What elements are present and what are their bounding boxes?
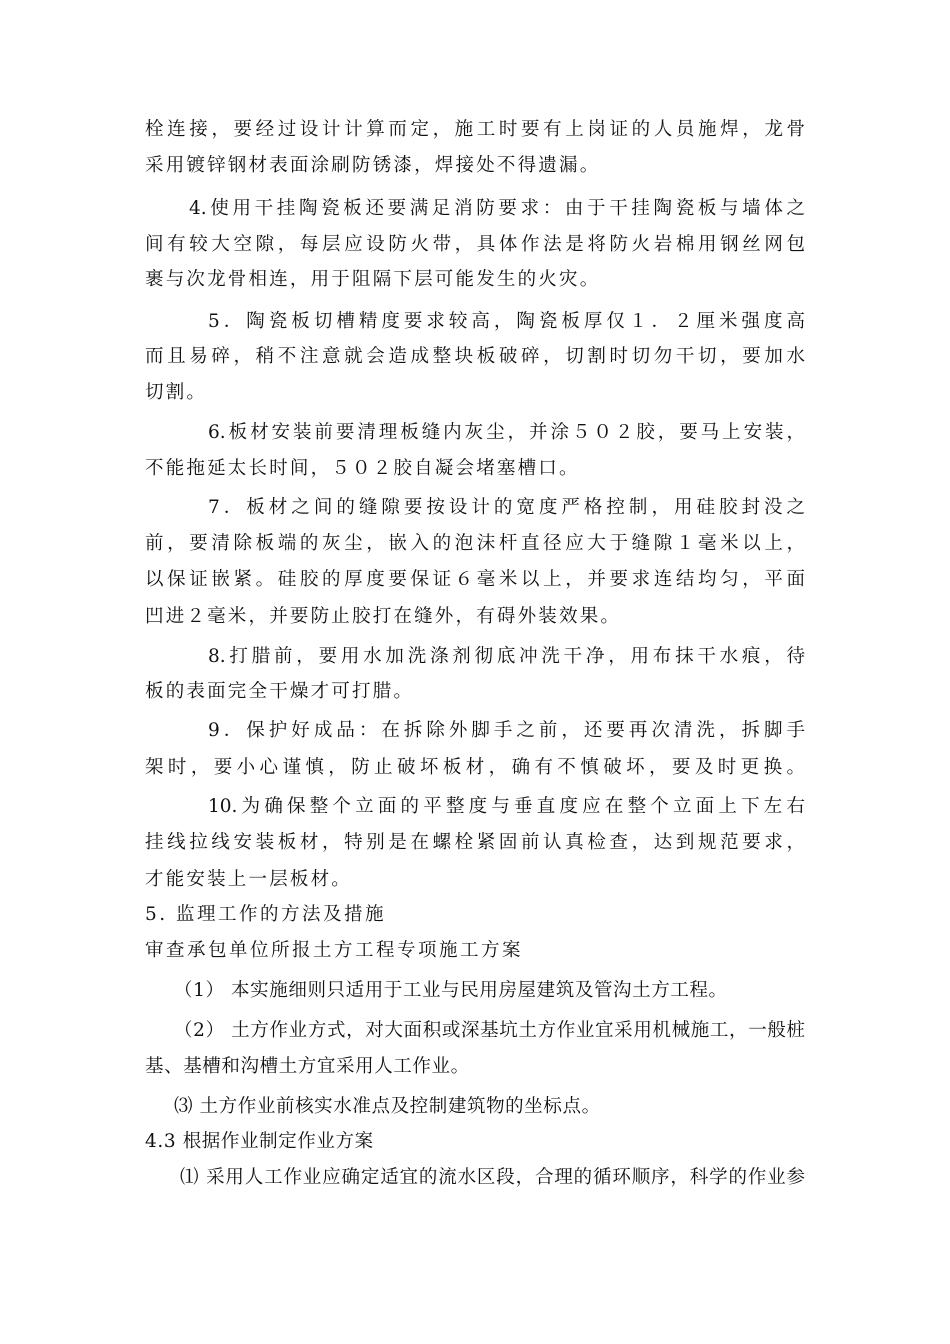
paragraph-line: 9．保护好成品：在拆除外脚手之前，还要再次清洗，拆脚手 — [208, 720, 805, 741]
paragraph-line: 栓连接，要经过设计计算而定，施工时要有上岗证的人员施焊，龙骨 — [145, 119, 805, 140]
paragraph-line: 前，要清除板端的灰尘，嵌入的泡沫杆直径应大于缝隙１毫米以上， — [145, 533, 805, 554]
paragraph-line: 不能拖延太长时间，５０２胶自凝会堵塞槽口。 — [145, 458, 580, 479]
section-heading: 审查承包单位所报土方工程专项施工方案 — [145, 940, 524, 961]
section-heading: 4.3 根据作业制定作业方案 — [145, 1131, 374, 1152]
list-item-continuation: 基、基槽和沟槽土方宜采用人工作业。 — [145, 1056, 470, 1077]
paragraph-line: 裹与次龙骨相连，用于阻隔下层可能发生的火灾。 — [145, 269, 601, 290]
list-item: ⑶ 土方作业前核实水准点及控制建筑物的坐标点。 — [174, 1096, 601, 1117]
paragraph-line: 采用镀锌钢材表面涂刷防锈漆，焊接处不得遗漏。 — [145, 155, 601, 176]
paragraph-line: 才能安装上一层板材。 — [145, 869, 353, 890]
paragraph-line: 4.使用干挂陶瓷板还要满足消防要求：由于干挂陶瓷板与墙体之 — [189, 198, 805, 219]
list-item: （1） 本实施细则只适用于工业与民用房屋建筑及管沟土方工程。 — [174, 980, 728, 1001]
paragraph-line: 板的表面完全干燥才可打腊。 — [145, 681, 415, 702]
paragraph-line: 以保证嵌紧。硅胶的厚度要保证６毫米以上，并要求连结均匀，平面 — [145, 569, 805, 590]
paragraph-line: 5．陶瓷板切槽精度要求较高，陶瓷板厚仅１．２厘米强度高 — [208, 311, 805, 332]
list-item: （2） 土方作业方式，对大面积或深基坑土方作业宜采用机械施工，一般桩 — [174, 1020, 805, 1041]
paragraph-line: 挂线拉线安装板材，特别是在螺栓紧固前认真检查，达到规范要求， — [145, 832, 805, 853]
paragraph-line: 10.为确保整个立面的平整度与垂直度应在整个立面上下左右 — [208, 796, 805, 817]
paragraph-line: 间有较大空隙，每层应设防火带，具体作法是将防火岩棉用钢丝网包 — [145, 234, 805, 255]
section-heading: 5. 监理工作的方法及措施 — [145, 904, 387, 925]
paragraph-line: 6.板材安装前要清理板缝内灰尘，并涂５０２胶，要马上安装， — [208, 422, 805, 443]
paragraph-line: 而且易碎，稍不注意就会造成整块板破碎，切割时切勿干切，要加水 — [145, 346, 805, 367]
paragraph-line: 架时，要小心谨慎，防止破坏板材，确有不慎破坏，要及时更换。 — [145, 757, 805, 778]
paragraph-line: 7．板材之间的缝隙要按设计的宽度严格控制，用硅胶封没之 — [208, 497, 805, 518]
paragraph-line: 凹进２毫米，并要防止胶打在缝外，有碍外装效果。 — [145, 606, 622, 627]
paragraph-line: 切割。 — [145, 382, 208, 403]
paragraph-line: 8.打腊前，要用水加洗涤剂彻底冲洗干净，用布抹干水痕，待 — [208, 646, 805, 667]
list-item: ⑴ 采用人工作业应确定适宜的流水区段，合理的循环顺序，科学的作业参 — [180, 1167, 805, 1188]
